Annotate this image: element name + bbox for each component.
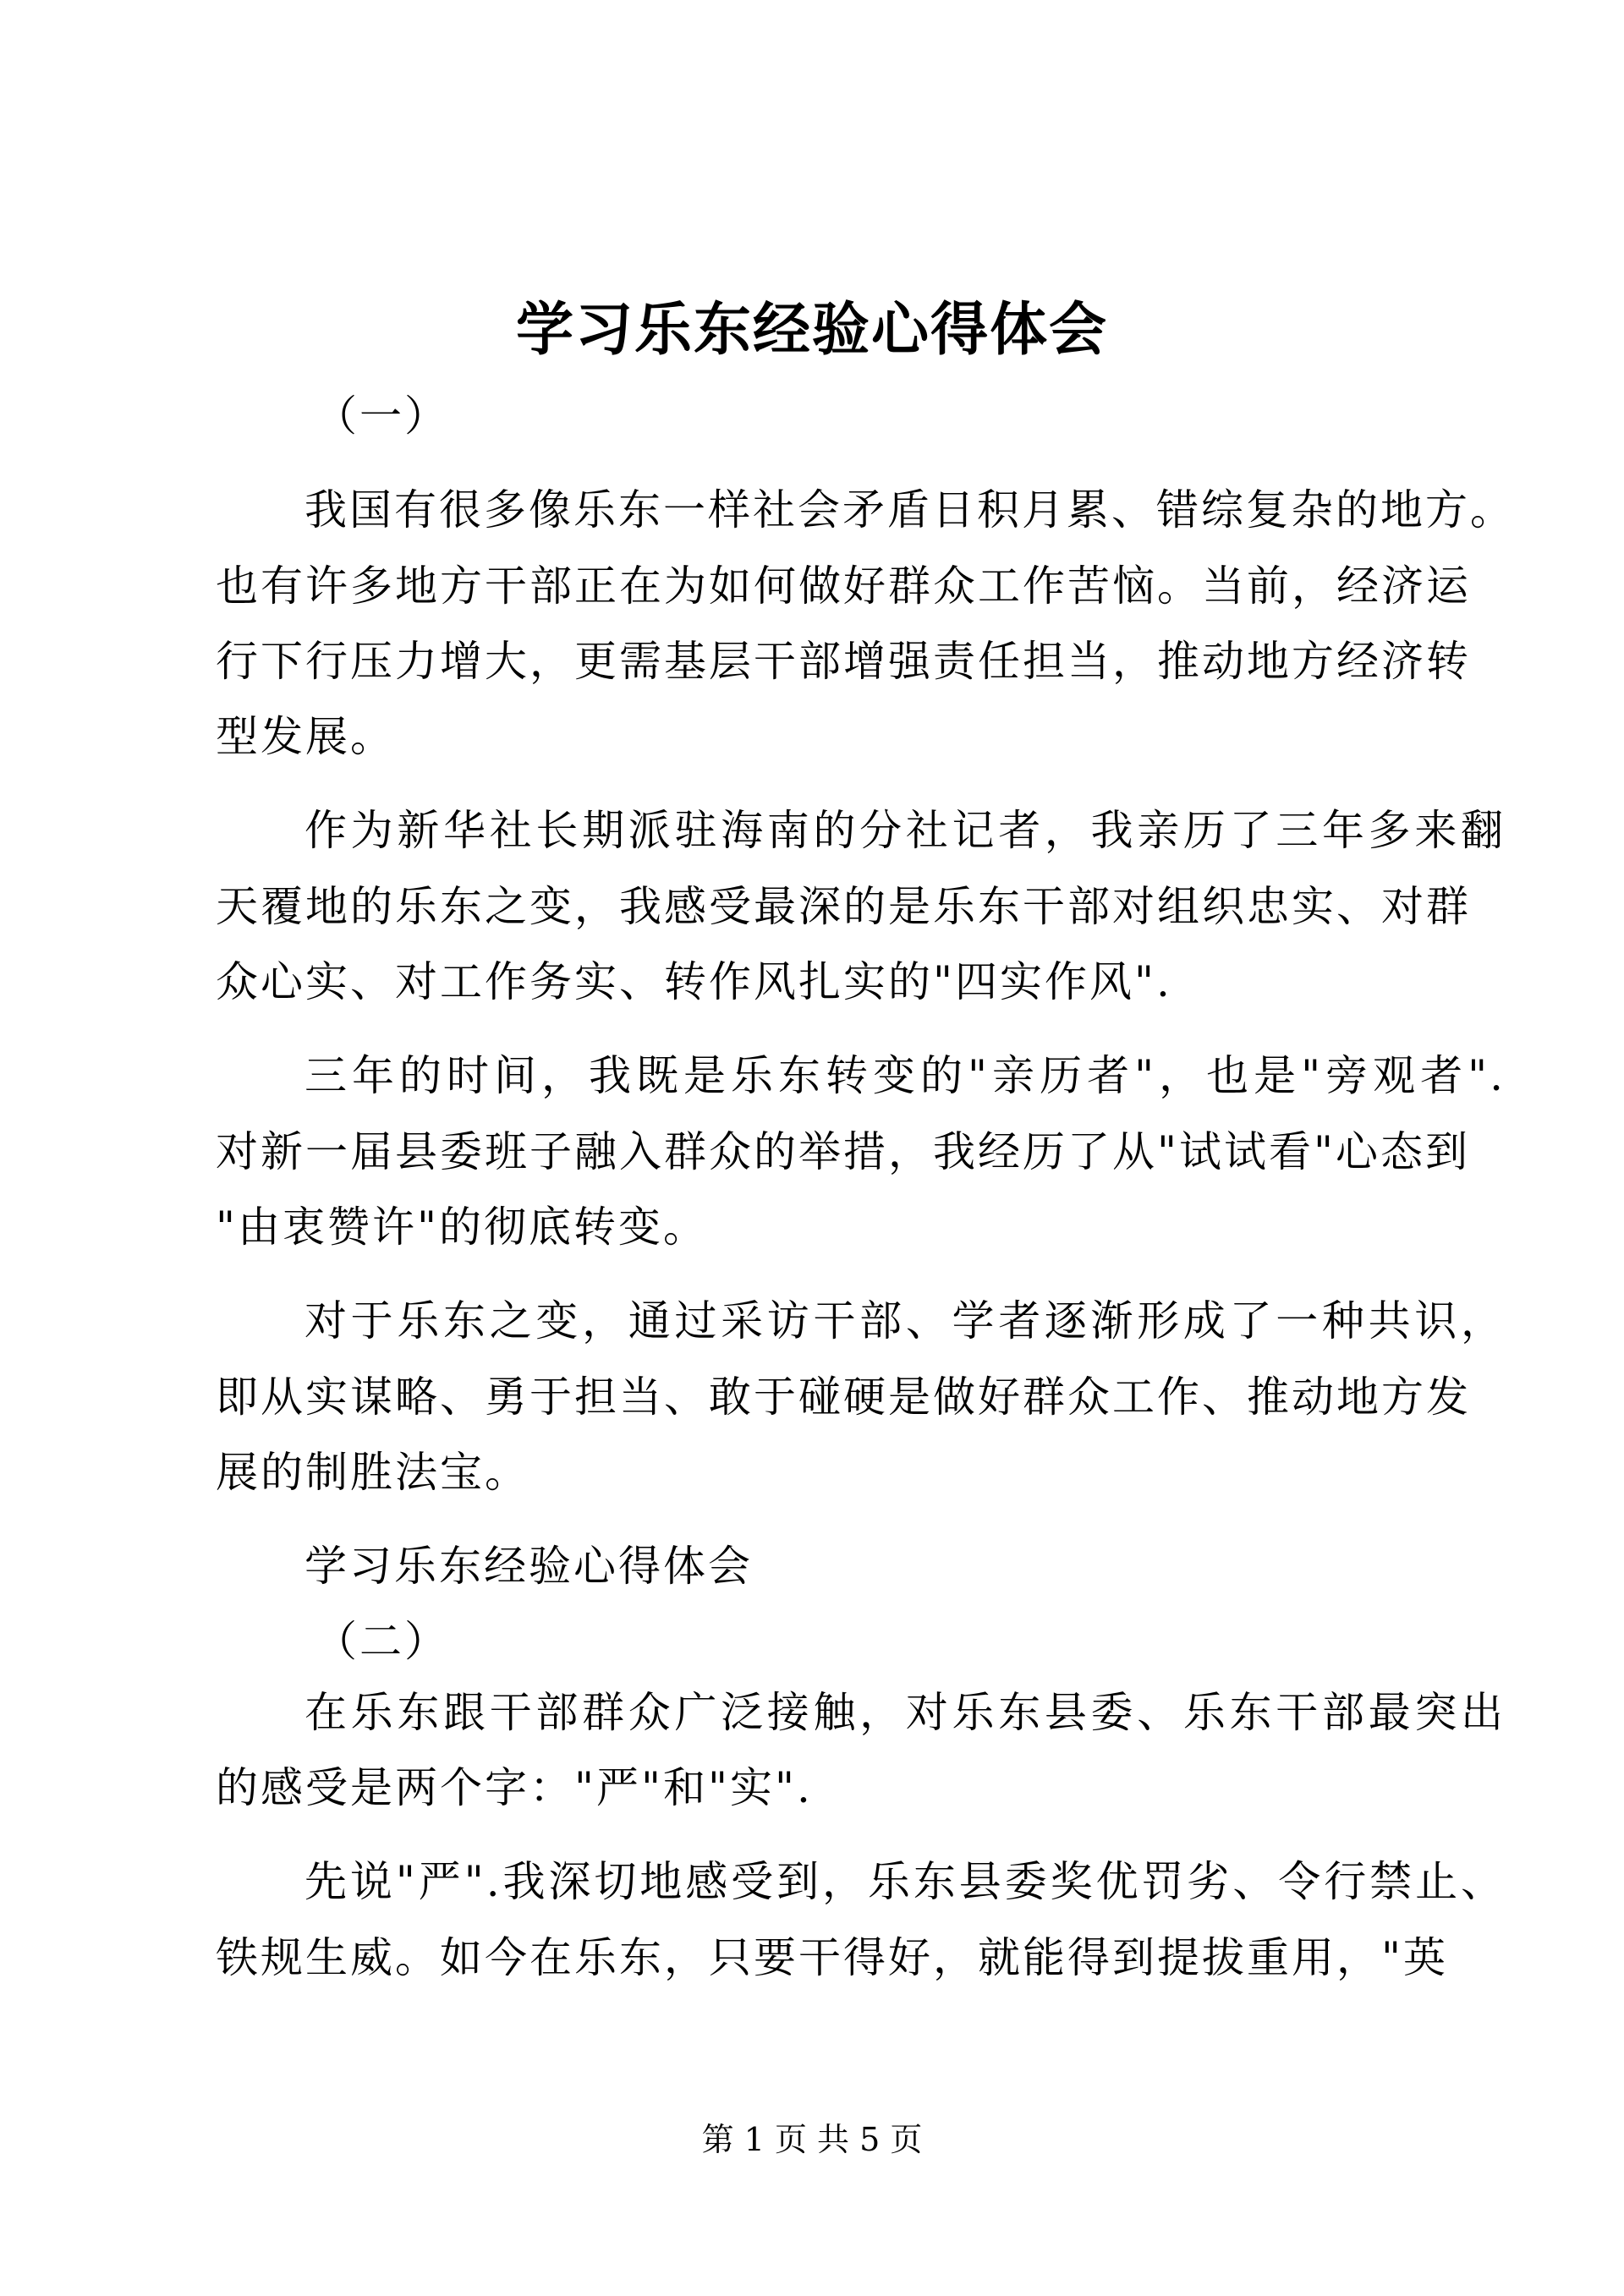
paragraph-1-line-3: 行下行压力增大，更需基层干部增强责任担当，推动地方经济转 (216, 637, 1471, 686)
paragraph-3-line-3: "由衷赞许"的彻底转变。 (216, 1203, 708, 1252)
section-label-1: （一） (315, 392, 449, 441)
subtitle-line: 学习乐东经验心得体会 (304, 1542, 753, 1591)
paragraph-1-line-1: 我国有很多像乐东一样社会矛盾日积月累、错综复杂的地方。 (304, 485, 1515, 534)
paragraph-1-line-4: 型发展。 (216, 712, 395, 761)
paragraph-5-line-1: 在乐东跟干部群众广泛接触，对乐东县委、乐东干部最突出 (304, 1688, 1506, 1737)
paragraph-4-line-3: 展的制胜法宝。 (216, 1448, 529, 1497)
paragraph-5-line-2: 的感受是两个字："严"和"实". (216, 1763, 813, 1812)
paragraph-3-line-1: 三年的时间，我既是乐东转变的"亲历者"，也是"旁观者". (304, 1051, 1506, 1100)
page-footer: 第 1 页 共 5 页 (701, 2121, 923, 2158)
paragraph-2-line-2: 天覆地的乐东之变，我感受最深的是乐东干部对组织忠实、对群 (216, 882, 1471, 931)
paragraph-1-line-2: 也有许多地方干部正在为如何做好群众工作苦恼。当前，经济运 (216, 562, 1471, 611)
paragraph-4-line-1: 对于乐东之变，通过采访干部、学者逐渐形成了一种共识， (304, 1296, 1506, 1345)
document-title: 学习乐东经验心得体会 (515, 296, 1108, 364)
section-label-2: （二） (315, 1617, 449, 1666)
paragraph-3-line-2: 对新一届县委班子融入群众的举措，我经历了从"试试看"心态到 (216, 1127, 1470, 1176)
paragraph-6-line-2: 铁规生威。如今在乐东，只要干得好，就能得到提拔重用，"英 (216, 1933, 1448, 1982)
paragraph-2-line-1: 作为新华社长期派驻海南的分社记者，我亲历了三年多来翻 (304, 806, 1506, 855)
paragraph-2-line-3: 众心实、对工作务实、转作风扎实的"四实作风". (216, 957, 1172, 1006)
paragraph-6-line-1: 先说"严".我深切地感受到，乐东县委奖优罚劣、令行禁止、 (304, 1857, 1506, 1906)
paragraph-4-line-2: 即从实谋略、勇于担当、敢于碰硬是做好群众工作、推动地方发 (216, 1373, 1471, 1422)
